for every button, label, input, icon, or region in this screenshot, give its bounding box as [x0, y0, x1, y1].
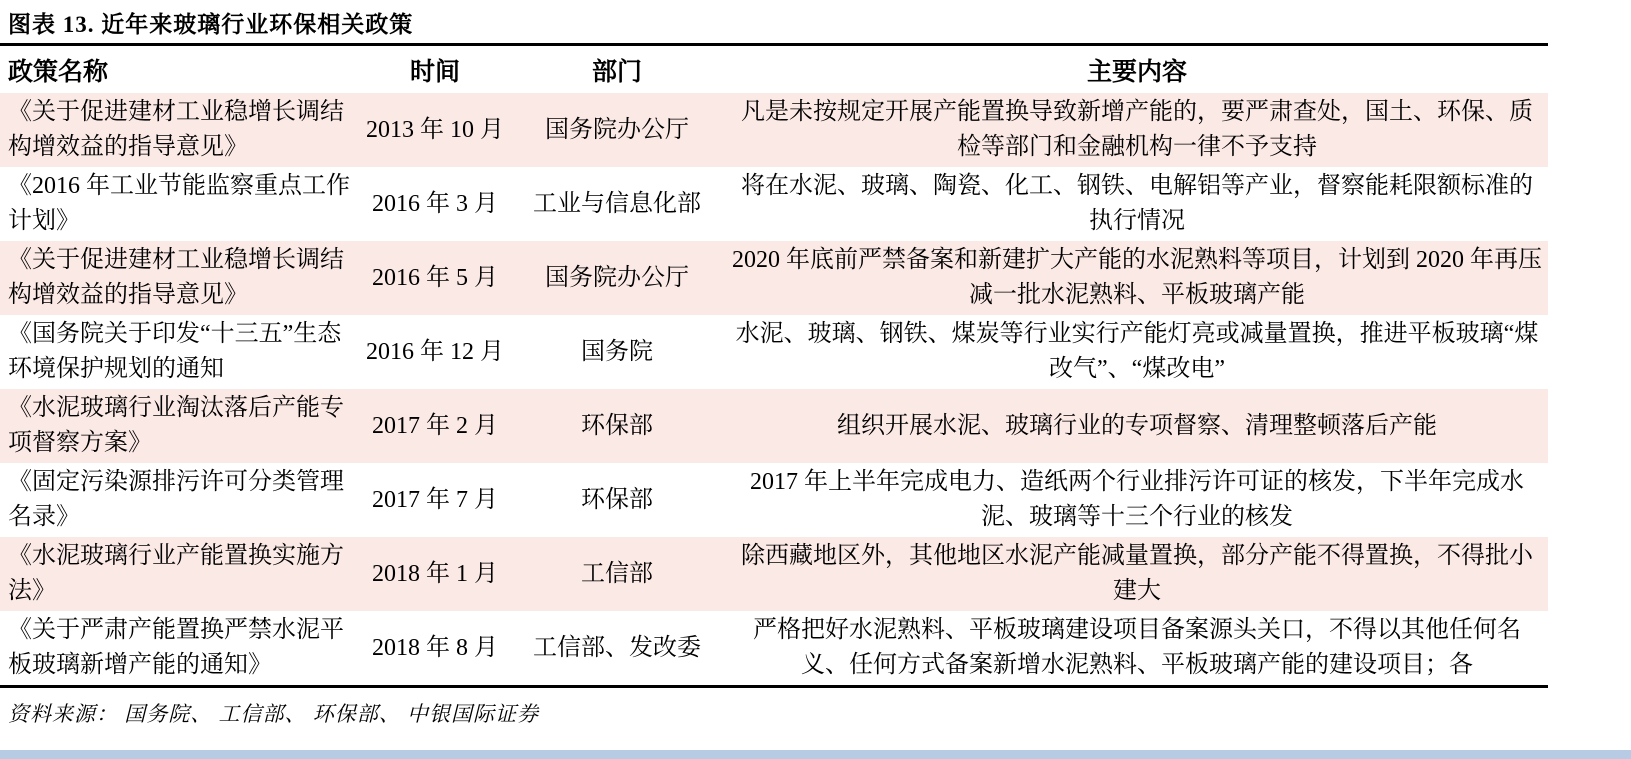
policy-content: 将在水泥、玻璃、陶瓷、化工、钢铁、电解铝等产业，督察能耗限额标准的执行情况: [741, 173, 1533, 234]
policy-name: 《2016 年工业节能监察重点工作计划》: [8, 173, 350, 234]
policy-content: 除西藏地区外，其他地区水泥产能减量置换，部分产能不得置换，不得批小建大: [741, 543, 1533, 604]
policy-name: 《固定污染源排污许可分类管理名录》: [8, 469, 344, 530]
policy-dept: 国务院办公厅: [545, 264, 689, 291]
policy-content: 水泥、玻璃、钢铁、煤炭等行业实行产能灯亮或减量置换，推进平板玻璃“煤改气”、“煤改电”: [735, 321, 1539, 382]
policy-dept: 环保部: [581, 412, 653, 439]
policy-dept: 工信部: [581, 560, 653, 587]
table-header-row: [0, 46, 1548, 93]
policy-time: 2013 年 10 月: [366, 116, 504, 143]
policy-time: 2017 年 2 月: [372, 412, 498, 439]
policy-time: 2016 年 3 月: [372, 190, 498, 217]
policy-content: 组织开展水泥、玻璃行业的专项督察、清理整顿落后产能: [837, 412, 1437, 439]
policy-table: [0, 46, 1548, 685]
policy-time: 2016 年 12 月: [366, 338, 504, 365]
table-row: [0, 93, 1548, 167]
policy-time: 2018 年 8 月: [372, 634, 498, 661]
header-content: 主要内容: [1086, 58, 1187, 86]
table-row: [0, 241, 1548, 315]
policy-time: 2016 年 5 月: [372, 264, 498, 291]
policy-dept: 国务院办公厅: [545, 116, 689, 143]
bottom-bar: [0, 750, 1631, 759]
policy-dept: 工信部、发改委: [533, 634, 701, 661]
policy-dept: 工业与信息化部: [533, 190, 701, 217]
policy-name: 《关于促进建材工业稳增长调结构增效益的指导意见》: [8, 99, 344, 160]
policy-name: 《关于促进建材工业稳增长调结构增效益的指导意见》: [8, 247, 344, 308]
table-row: [0, 611, 1548, 685]
table-row: [0, 167, 1548, 241]
policy-content: 凡是未按规定开展产能置换导致新增产能的，要严肃查处，国土、环保、质检等部门和金融机构一律不予支持: [741, 99, 1533, 160]
header-time: 时间: [409, 58, 460, 86]
table-row: [0, 389, 1548, 463]
policy-name: 《国务院关于印发“十三五”生态环境保护规划的通知: [8, 321, 342, 382]
table-row: [0, 315, 1548, 389]
figure-title: 图表 13. 近年来玻璃行业环保相关政策: [8, 12, 414, 37]
policy-name: 《水泥玻璃行业产能置换实施方法》: [8, 543, 344, 604]
policy-name: 《关于严肃产能置换严禁水泥平板玻璃新增产能的通知》: [8, 617, 344, 678]
policy-dept: 环保部: [581, 486, 653, 513]
header-policy-name: 政策名称: [8, 58, 109, 86]
source-note: 资料来源： 国务院、 工信部、 环保部、 中银国际证券: [8, 702, 539, 726]
table-row: [0, 463, 1548, 537]
policy-dept: 国务院: [581, 338, 653, 365]
policy-content: 严格把好水泥熟料、平板玻璃建设项目备案源头关口，不得以其他任何名义、任何方式备案新增水泥熟料、平板玻璃产能的建设项目；各: [753, 617, 1521, 678]
table-row: [0, 537, 1548, 611]
policy-time: 2018 年 1 月: [372, 560, 498, 587]
header-dept: 部门: [591, 58, 642, 86]
policy-name: 《水泥玻璃行业淘汰落后产能专项督察方案》: [8, 395, 344, 456]
policy-content: 2017 年上半年完成电力、造纸两个行业排污许可证的核发，下半年完成水泥、玻璃等十三个行业的核发: [750, 469, 1524, 530]
policy-time: 2017 年 7 月: [372, 486, 498, 513]
policy-content: 2020 年底前严禁备案和新建扩大产能的水泥熟料等项目，计划到 2020 年再压减一批水泥熟料、平板玻璃产能: [732, 247, 1542, 308]
